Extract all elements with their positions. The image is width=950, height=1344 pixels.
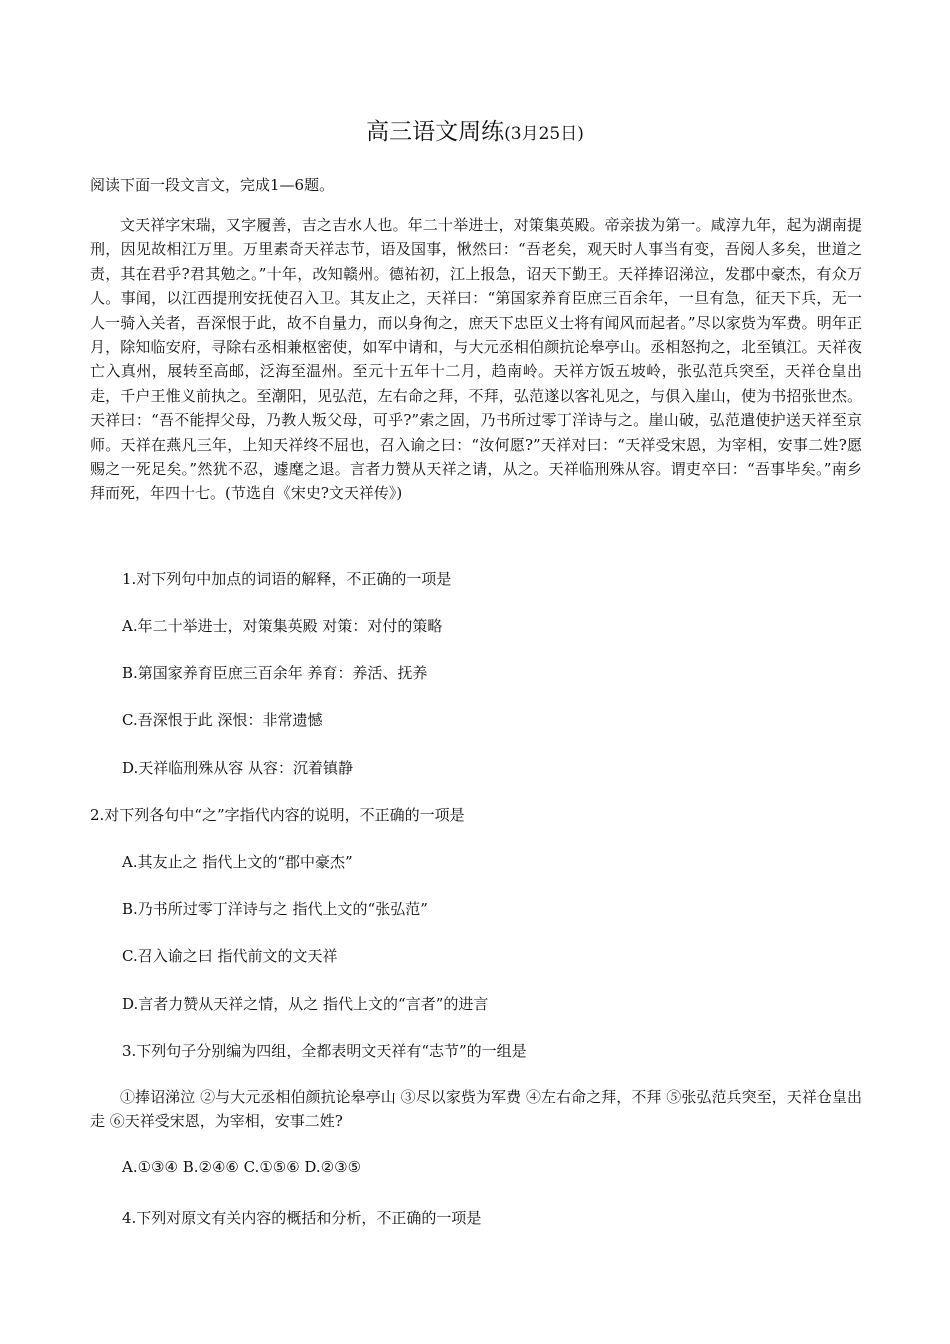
passage [90, 213, 862, 506]
q2-option-d: D.言者力赞从天祥之情，从之 指代上文的“言者”的进言 [122, 995, 489, 1013]
q1-option-b: B.第国家养育臣庶三百余年 养育：养活、抚养 [122, 664, 428, 682]
q4-stem: 4.下列对原文有关内容的概括和分析，不正确的一项是 [122, 1209, 482, 1227]
q3-stem: 3.下列句子分别编为四组，全都表明文天祥有“志节”的一组是 [122, 1042, 527, 1060]
q2-option-a: A.其友止之 指代上文的“郡中豪杰” [122, 853, 353, 871]
q2-option-c: C.召入谕之曰 指代前文的文天祥 [122, 947, 338, 965]
q2-stem: 2.对下列各句中“之”字指代内容的说明，不正确的一项是 [90, 806, 465, 824]
page-title [0, 113, 950, 146]
title-main: 高三语文周练 [366, 119, 505, 145]
q1-option-a: A.年二十举进士，对策集英殿 对策：对付的策略 [122, 617, 443, 635]
q3-options: A.①③④ B.②④⑥ C.①⑤⑥ D.②③⑤ [122, 1158, 362, 1176]
instruction: 阅读下面一段文言文，完成1—6题。 [90, 176, 335, 194]
q3-items-text: ①捧诏涕泣 ②与大元丞相伯颜抗论皋亭山 ③尽以家赀为军费 ④左右命之拜，不拜 ⑤张弘范兵突至，天祥仓皇出走 ⑥天祥受宋恩，为宰相，安事二姓? [90, 1088, 862, 1131]
q2-option-b: B.乃书所过零丁洋诗与之 指代上文的“张弘范” [122, 900, 428, 918]
q1-option-d: D.天祥临刑殊从容 从容：沉着镇静 [122, 759, 354, 777]
q3-items [90, 1085, 862, 1134]
q1-option-c: C.吾深恨于此 深恨：非常遗憾 [122, 711, 323, 729]
passage-text: 文天祥字宋瑞，又字履善，吉之吉水人也。年二十举进士，对策集英殿。帝亲拔为第一。咸淳九年，起为湖南提刑，因见故相江万里。万里素奇天祥志节，语及国事，愀然曰：“吾老矣，观天时人事当有变，吾阅人多矣，世道之责，其在君乎?君其勉之。”十年，改知赣州。德祐初，江上报急，诏天下勤王。天祥捧诏涕泣，发郡中豪杰，有众万人。事闻，以江西提刑安抚使召入卫。其友止之，天祥曰：“第国家养育臣庶三百余年，一旦有急，征天下兵，无一人一骑入关者，吾深恨于此，故不自量力，而以身徇之，庶天下忠臣义士将有闻风而起者。”尽以家赀为军费。明年正月，除知临安府，寻除右丞相兼枢密使，如军中请和，与大元丞相伯颜抗论皋亭山。丞相怒拘之，北至镇江。天祥夜亡入真州，展转至高邮，泛海至温州。至元十五年十二月，趋南岭。天祥方饭五坡岭，张弘范兵突至，天祥仓皇出走，千户王惟义前执之。至潮阳，见弘范，左右命之拜，不拜，弘范遂以客礼见之，与俱入崖山，使为书招张世杰。天祥曰：“吾不能捍父母，乃教人叛父母，可乎?”索之固，乃书所过零丁洋诗与之。崖山破，弘范遣使护送天祥至京师。天祥在燕凡三年，上知天祥终不屈也，召入谕之曰：“汝何愿?”天祥对曰：“天祥受宋恩，为宰相，安事二姓?愿赐之一死足矣。”然犹不忍，遽麾之退。言者力赞从天祥之请，从之。天祥临刑殊从容。谓吏卒曰：“吾事毕矣。”南乡拜而死，年四十七。(节选自《宋史?文天祥传》) [90, 216, 862, 503]
q1-stem: 1.对下列句中加点的词语的解释，不正确的一项是 [122, 570, 452, 588]
title-date: (3月25日) [504, 124, 584, 144]
